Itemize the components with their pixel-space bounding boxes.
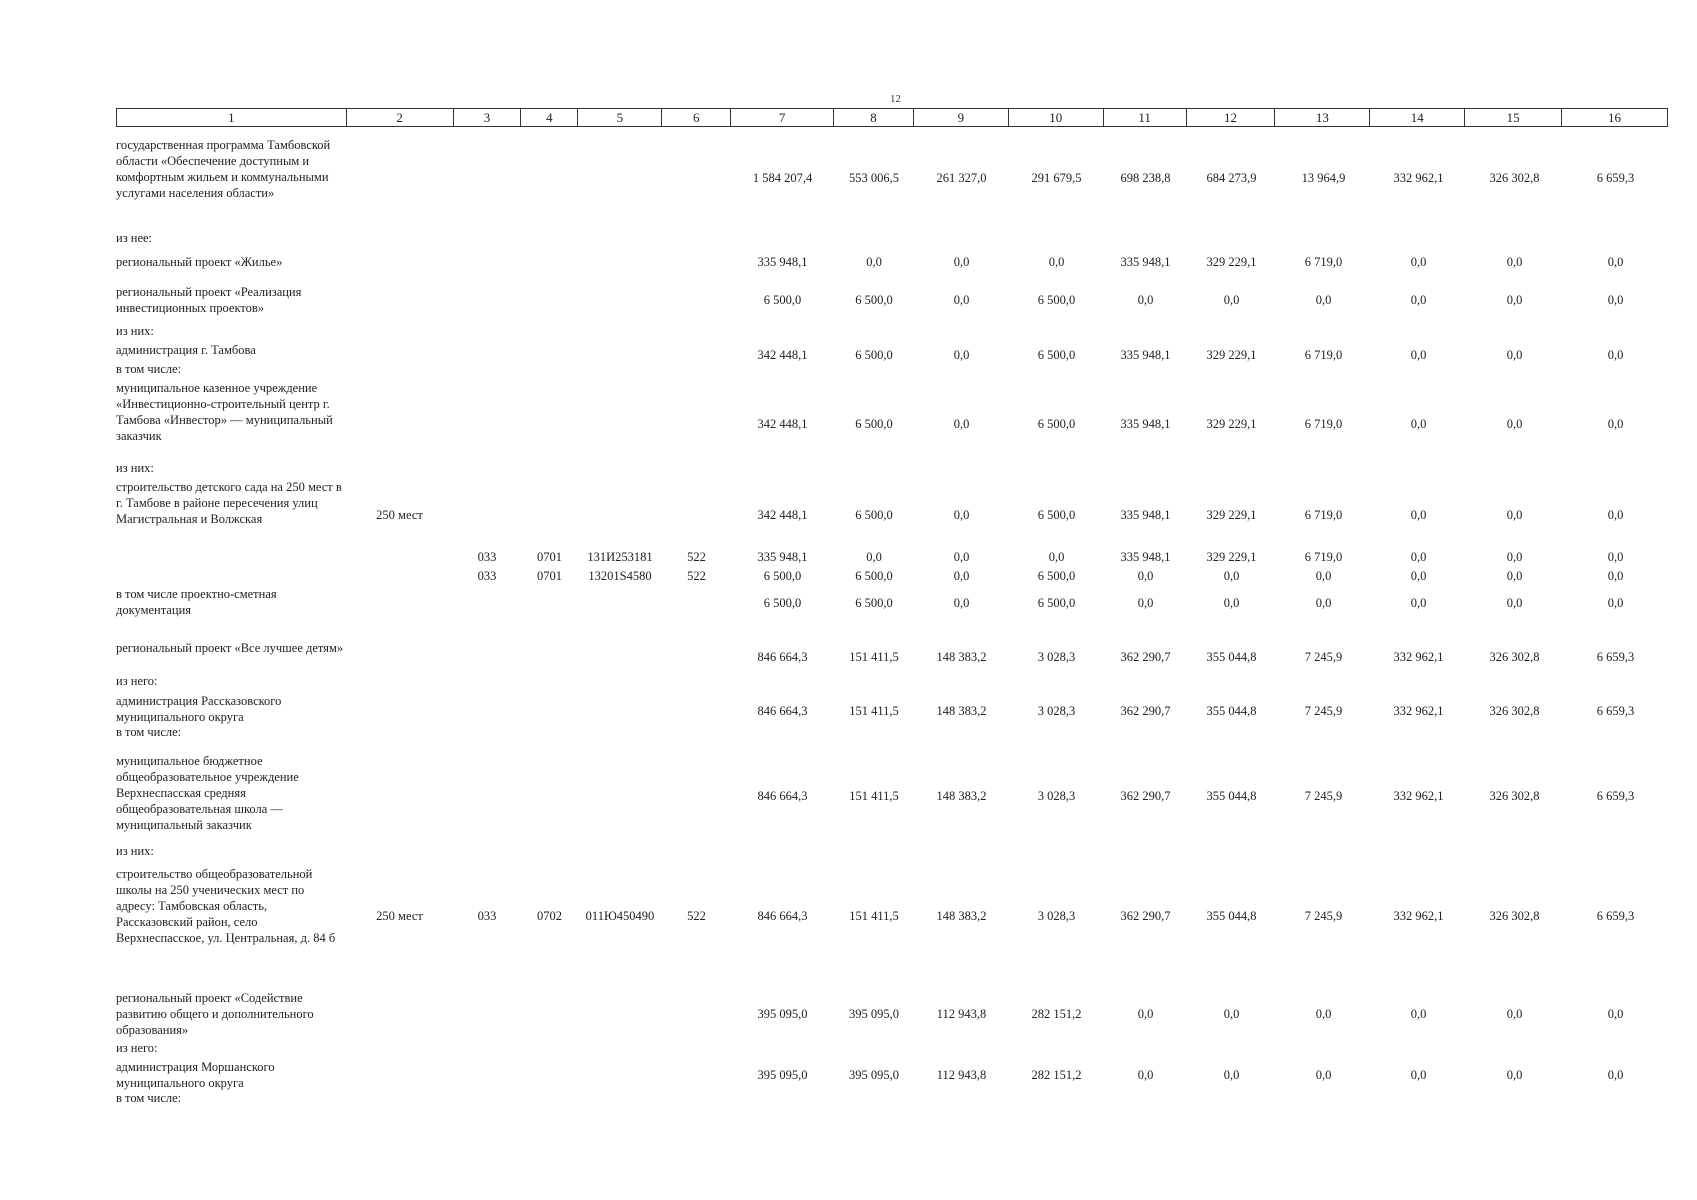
cell-col-9: 0,0 [953,348,970,362]
cell-col-3: 033 [477,569,497,583]
cell-col-15: 326 302,8 [1489,650,1540,664]
cell-col-13: 6 719,0 [1304,348,1343,362]
cell-col-16: 6 659,3 [1596,789,1635,803]
cell-col-8: 151 411,5 [849,704,899,718]
cell-col-14: 332 962,1 [1393,704,1444,718]
row-description: в том числе: [116,725,182,739]
cell-col-14: 0,0 [1410,293,1427,307]
cell-col-14: 0,0 [1410,255,1427,269]
cell-col-14: 332 962,1 [1393,909,1444,923]
cell-col-5: 13201S4580 [588,569,652,583]
cell-col-15: 0,0 [1506,596,1523,610]
cell-col-8: 6 500,0 [855,596,893,610]
cell-col-2: 250 мест [376,909,423,923]
cell-col-12: 355 044,8 [1206,909,1257,923]
cell-col-14: 0,0 [1410,569,1427,583]
cell-col-10: 282 151,2 [1031,1007,1082,1021]
cell-col-10: 6 500,0 [1037,293,1076,307]
cell-col-13: 13 964,9 [1301,171,1346,185]
row-description: строительство детского сада на 250 мест в г. Тамбове в районе пересечения улиц Магистральная и Волжская [116,480,342,526]
cell-col-8: 6 500,0 [855,569,893,583]
cell-col-10: 0,0 [1048,550,1065,564]
cell-col-16: 0,0 [1607,596,1624,610]
cell-col-13: 6 719,0 [1304,255,1343,269]
row-description: региональный проект «Реализация инвестиционных проектов» [116,285,302,315]
cell-col-13: 7 245,9 [1304,704,1343,718]
cell-col-7: 846 664,3 [757,650,808,664]
cell-col-8: 395 095,0 [849,1068,899,1082]
cell-col-10: 6 500,0 [1037,596,1076,610]
cell-col-16: 0,0 [1607,293,1624,307]
cell-col-15: 0,0 [1506,1007,1523,1021]
cell-col-7: 342 448,1 [757,508,808,522]
column-header: 9 [914,109,1009,126]
cell-col-12: 329 229,1 [1206,550,1257,564]
column-header: 6 [662,109,731,126]
cell-col-10: 6 500,0 [1037,569,1076,583]
row-description: в том числе: [116,1091,182,1105]
cell-col-7: 395 095,0 [757,1068,808,1082]
cell-col-15: 0,0 [1506,508,1523,522]
cell-col-14: 0,0 [1410,417,1427,431]
cell-col-8: 151 411,5 [849,909,899,923]
cell-col-9: 112 943,8 [936,1007,987,1021]
cell-col-7: 342 448,1 [757,348,808,362]
cell-col-9: 0,0 [953,550,970,564]
cell-col-8: 553 006,5 [849,171,899,185]
column-header: 4 [521,109,578,126]
cell-col-7: 6 500,0 [763,293,802,307]
column-header: 3 [454,109,522,126]
cell-col-11: 0,0 [1137,569,1154,583]
cell-col-2: 250 мест [376,508,423,522]
row-description: в том числе: [116,362,182,376]
cell-col-14: 0,0 [1410,596,1427,610]
cell-col-12: 0,0 [1223,1007,1240,1021]
row-description: муниципальное казенное учреждение «Инвестиционно-строительный центр г. Тамбова «Инвестор» — муниципальный заказчик [116,381,333,443]
row-description: региональный проект «Все лучшее детям» [116,641,344,655]
cell-col-15: 0,0 [1506,569,1523,583]
row-description: региональный проект «Содействие развитию общего и дополнительного образования» [116,991,314,1037]
cell-col-16: 6 659,3 [1596,704,1635,718]
cell-col-15: 0,0 [1506,1068,1523,1082]
cell-col-13: 6 719,0 [1304,550,1343,564]
cell-col-9: 112 943,8 [936,1068,987,1082]
cell-col-14: 332 962,1 [1393,789,1444,803]
cell-col-16: 0,0 [1607,569,1624,583]
cell-col-11: 362 290,7 [1120,909,1171,923]
row-description: администрация Рассказовского муниципального округа [116,694,282,724]
cell-col-11: 335 948,1 [1120,550,1171,564]
cell-col-4: 0701 [537,569,562,583]
column-header: 16 [1608,110,1622,125]
cell-col-11: 362 290,7 [1120,789,1171,803]
cell-col-4: 0701 [537,550,562,564]
row-description: администрация г. Тамбова [116,343,256,357]
cell-col-11: 0,0 [1137,293,1154,307]
cell-col-16: 0,0 [1607,417,1624,431]
cell-col-8: 6 500,0 [855,348,893,362]
row-description: в том числе проектно-сметная документация [116,587,277,617]
row-description: из него: [116,674,158,688]
cell-col-14: 0,0 [1410,348,1427,362]
cell-col-5: 011Ю450490 [585,909,655,923]
cell-col-10: 6 500,0 [1037,508,1076,522]
cell-col-16: 0,0 [1607,348,1624,362]
cell-col-13: 6 719,0 [1304,417,1343,431]
cell-col-6: 522 [687,909,706,923]
column-header: 2 [347,109,454,126]
cell-col-9: 0,0 [953,417,970,431]
column-header: 13 [1275,109,1370,126]
row-description: региональный проект «Жилье» [116,255,283,269]
cell-col-13: 0,0 [1315,1007,1332,1021]
row-description: из них: [116,461,154,475]
cell-col-15: 326 302,8 [1489,789,1540,803]
cell-col-10: 3 028,3 [1037,789,1076,803]
cell-col-11: 362 290,7 [1120,704,1171,718]
cell-col-12: 684 273,9 [1206,171,1257,185]
cell-col-10: 0,0 [1048,255,1065,269]
cell-col-13: 7 245,9 [1304,909,1343,923]
cell-col-12: 0,0 [1223,569,1240,583]
cell-col-12: 329 229,1 [1206,417,1257,431]
cell-col-8: 0,0 [866,550,882,564]
cell-col-11: 335 948,1 [1120,348,1171,362]
cell-col-7: 335 948,1 [757,255,808,269]
cell-col-11: 0,0 [1137,1007,1154,1021]
column-header: 12 [1187,109,1276,126]
cell-col-14: 332 962,1 [1393,650,1444,664]
cell-col-12: 355 044,8 [1206,704,1257,718]
cell-col-16: 0,0 [1607,255,1624,269]
cell-col-13: 0,0 [1315,293,1332,307]
cell-col-10: 282 151,2 [1031,1068,1082,1082]
cell-col-15: 326 302,8 [1489,171,1540,185]
cell-col-8: 6 500,0 [855,293,893,307]
column-header: 5 [578,109,662,126]
cell-col-13: 0,0 [1315,569,1332,583]
cell-col-10: 291 679,5 [1031,171,1082,185]
cell-col-9: 0,0 [953,293,970,307]
column-header: 15 [1465,109,1562,126]
cell-col-16: 0,0 [1607,508,1624,522]
cell-col-13: 7 245,9 [1304,650,1343,664]
cell-col-4: 0702 [537,909,562,923]
cell-col-7: 395 095,0 [757,1007,808,1021]
cell-col-7: 846 664,3 [757,704,808,718]
cell-col-15: 0,0 [1506,417,1523,431]
cell-col-16: 6 659,3 [1596,909,1635,923]
row-description: из них: [116,844,154,858]
row-description: государственная программа Тамбовской области «Обеспечение доступным и комфортным жильем и коммунальными услугами населения области» [116,138,331,200]
cell-col-15: 0,0 [1506,255,1523,269]
cell-col-12: 0,0 [1223,596,1240,610]
cell-col-11: 698 238,8 [1120,171,1171,185]
cell-col-15: 0,0 [1506,550,1523,564]
cell-col-6: 522 [687,550,706,564]
row-description: муниципальное бюджетное общеобразовательное учреждение Верхнеспасская средняя общеобразовательная школа — муниципальный заказчик [116,754,299,832]
cell-col-8: 151 411,5 [849,650,899,664]
cell-col-14: 0,0 [1410,550,1427,564]
cell-col-8: 6 500,0 [855,508,893,522]
column-header: 14 [1370,109,1465,126]
cell-col-13: 0,0 [1315,1068,1332,1082]
cell-col-12: 329 229,1 [1206,255,1257,269]
cell-col-13: 0,0 [1315,596,1332,610]
cell-col-9: 148 383,2 [936,650,987,664]
cell-col-14: 332 962,1 [1393,171,1444,185]
cell-col-14: 0,0 [1410,1007,1427,1021]
cell-col-11: 0,0 [1137,596,1154,610]
cell-col-8: 151 411,5 [849,789,899,803]
column-header: 7 [731,109,834,126]
row-description: из них: [116,324,154,338]
cell-col-12: 355 044,8 [1206,789,1257,803]
cell-col-15: 326 302,8 [1489,909,1540,923]
cell-col-11: 362 290,7 [1120,650,1171,664]
cell-col-12: 329 229,1 [1206,508,1257,522]
cell-col-10: 6 500,0 [1037,348,1076,362]
cell-col-8: 6 500,0 [855,417,893,431]
cell-col-8: 0,0 [866,255,882,269]
column-header: 1 [117,109,347,126]
cell-col-9: 148 383,2 [936,909,987,923]
cell-col-16: 6 659,3 [1596,650,1635,664]
cell-col-10: 3 028,3 [1037,909,1076,923]
cell-col-10: 3 028,3 [1037,704,1076,718]
column-header: 8 [834,109,914,126]
cell-col-10: 3 028,3 [1037,650,1076,664]
cell-col-7: 846 664,3 [757,789,808,803]
cell-col-11: 335 948,1 [1120,255,1171,269]
row-description: администрация Моршанского муниципального округа [116,1060,275,1090]
cell-col-7: 6 500,0 [763,569,802,583]
cell-col-9: 148 383,2 [936,789,987,803]
cell-col-3: 033 [477,909,497,923]
cell-col-11: 335 948,1 [1120,417,1171,431]
cell-col-16: 0,0 [1607,1007,1624,1021]
cell-col-12: 329 229,1 [1206,348,1257,362]
cell-col-12: 355 044,8 [1206,650,1257,664]
cell-col-15: 0,0 [1506,293,1523,307]
cell-col-13: 6 719,0 [1304,508,1343,522]
cell-col-7: 335 948,1 [757,550,808,564]
column-header: 10 [1009,109,1104,126]
cell-col-6: 522 [687,569,706,583]
cell-col-9: 0,0 [953,569,970,583]
cell-col-11: 0,0 [1137,1068,1154,1082]
cell-col-5: 131И253181 [587,550,653,564]
cell-col-3: 033 [477,550,497,564]
cell-col-10: 6 500,0 [1037,417,1076,431]
column-header-row [116,108,1668,127]
cell-col-9: 0,0 [953,255,970,269]
cell-col-11: 335 948,1 [1120,508,1171,522]
row-description: строительство общеобразовательной школы на 250 ученических мест по адресу: Тамбовская область, Рассказовский район, село Верхнеспасское, ул. Центральная, д. 84 б [116,867,336,945]
cell-col-9: 0,0 [953,596,970,610]
row-description: из него: [116,1041,158,1055]
cell-col-14: 0,0 [1410,508,1427,522]
cell-col-7: 342 448,1 [757,417,808,431]
cell-col-7: 846 664,3 [757,909,808,923]
cell-col-12: 0,0 [1223,293,1240,307]
cell-col-13: 7 245,9 [1304,789,1343,803]
cell-col-15: 326 302,8 [1489,704,1540,718]
cell-col-8: 395 095,0 [849,1007,899,1021]
cell-col-9: 0,0 [953,508,970,522]
cell-col-12: 0,0 [1223,1068,1240,1082]
cell-col-9: 261 327,0 [936,171,987,185]
cell-col-7: 6 500,0 [763,596,802,610]
page-number: 12 [890,93,901,105]
cell-col-16: 6 659,3 [1596,171,1635,185]
column-header: 11 [1104,109,1187,126]
cell-col-15: 0,0 [1506,348,1523,362]
cell-col-9: 148 383,2 [936,704,987,718]
cell-col-7: 1 584 207,4 [752,171,813,185]
row-description: из нее: [116,231,153,245]
cell-col-16: 0,0 [1607,1068,1624,1082]
cell-col-16: 0,0 [1607,550,1624,564]
cell-col-14: 0,0 [1410,1068,1427,1082]
